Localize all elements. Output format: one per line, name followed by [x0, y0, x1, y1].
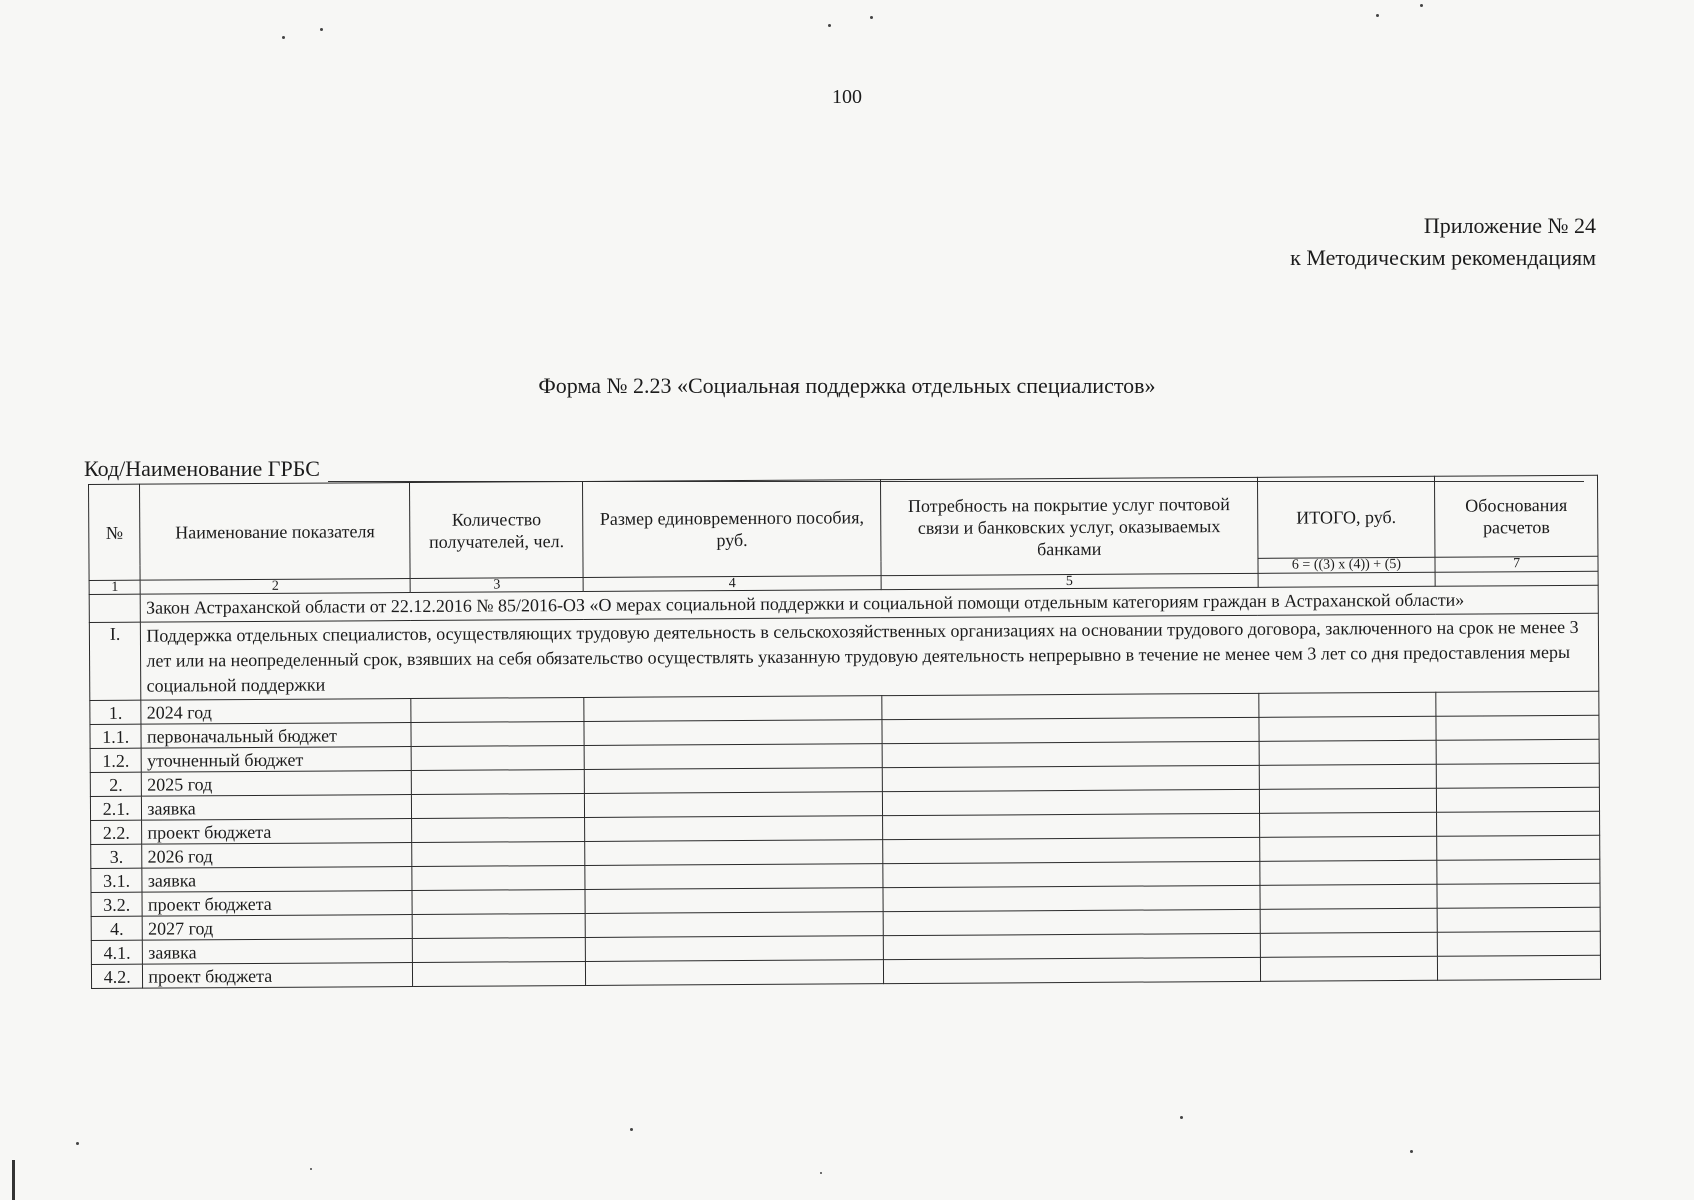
scan-speck — [1376, 14, 1379, 17]
form-table-container — [88, 475, 1601, 989]
appendix-line-1: Приложение № 24 — [1423, 213, 1596, 238]
appendix-line-2: к Методическим рекомендациям — [1290, 245, 1596, 270]
cell-allowance[interactable] — [585, 816, 883, 842]
cell-services[interactable] — [883, 933, 1260, 959]
cell-allowance[interactable] — [585, 768, 883, 794]
cell-services[interactable] — [882, 693, 1259, 719]
cell-services[interactable] — [883, 885, 1260, 911]
scan-speck — [1420, 4, 1423, 7]
section-no: I. — [89, 622, 141, 700]
cell-recipients[interactable] — [411, 793, 585, 818]
row-name: заявка — [142, 867, 412, 893]
cell-total[interactable] — [1260, 884, 1438, 909]
cell-recipients[interactable] — [412, 889, 586, 914]
cell-allowance[interactable] — [586, 960, 884, 986]
scan-speck — [828, 24, 831, 27]
cell-grounds[interactable] — [1437, 835, 1600, 860]
scan-speck — [1180, 1116, 1183, 1119]
cell-grounds[interactable] — [1436, 691, 1599, 716]
cell-recipients[interactable] — [412, 913, 586, 938]
row-name: проект бюджета — [142, 891, 412, 917]
cell-recipients[interactable] — [411, 769, 585, 794]
cell-recipients[interactable] — [412, 961, 586, 986]
row-no: 4. — [91, 916, 143, 940]
cell-allowance[interactable] — [585, 864, 883, 890]
cell-services[interactable] — [882, 765, 1259, 791]
column-number: 1 — [89, 580, 140, 594]
row-no: 2.1. — [90, 796, 142, 820]
cell-grounds[interactable] — [1436, 715, 1599, 740]
row-no: 4.1. — [91, 940, 143, 964]
row-no: 2. — [90, 772, 142, 796]
row-name: проект бюджета — [142, 819, 412, 845]
header-no: № — [89, 484, 141, 580]
total-formula: 6 = ((3) x (4)) + (5) — [1258, 557, 1436, 573]
cell-total[interactable] — [1258, 692, 1436, 717]
row-no: 3. — [91, 844, 143, 868]
scan-speck — [870, 16, 873, 19]
cell-services[interactable] — [882, 813, 1259, 839]
cell-recipients[interactable] — [412, 937, 586, 962]
cell-grounds[interactable] — [1437, 811, 1600, 836]
cell-allowance[interactable] — [585, 792, 883, 818]
header-grounds: Обоснования расчетов — [1435, 475, 1598, 557]
cell-allowance[interactable] — [585, 744, 883, 770]
row-name: заявка — [142, 795, 412, 821]
scan-speck — [310, 1168, 312, 1170]
cell-total[interactable] — [1259, 716, 1437, 741]
appendix-reference — [1290, 210, 1596, 274]
form-title: Форма № 2.23 «Социальная поддержка отдельных специалистов» — [538, 373, 1156, 398]
scan-speck — [282, 36, 285, 39]
row-no: 4.2. — [91, 964, 143, 988]
cell-total[interactable] — [1259, 764, 1437, 789]
scan-speck — [76, 1142, 79, 1145]
column-number-empty — [1258, 572, 1436, 587]
cell-recipients[interactable] — [411, 721, 585, 746]
cell-grounds[interactable] — [1437, 787, 1600, 812]
scan-speck — [1410, 1150, 1413, 1153]
row-name: уточненный бюджет — [141, 747, 411, 773]
cell-total[interactable] — [1260, 932, 1438, 957]
cell-services[interactable] — [883, 837, 1260, 863]
row-name: 2026 год — [142, 843, 412, 869]
row-no: 1.1. — [90, 724, 142, 748]
column-number-empty — [1435, 571, 1598, 586]
cell-allowance[interactable] — [585, 840, 883, 866]
cell-total[interactable] — [1259, 740, 1437, 765]
section-text: Поддержка отдельных специалистов, осуществляющих трудовую деятельность в сельскохозяйственных организациях на основании трудового договора, заключенного на срок не менее 3 лет или на неопределенный срок, взявших на себя обязательство осуществлять указанную трудовую деятельность непрерывно в течение не менее чем 3 лет со дня предоставления меры социальной поддержки — [141, 613, 1599, 700]
scan-speck — [820, 1172, 822, 1174]
cell-total[interactable] — [1260, 908, 1438, 933]
header-allowance: Размер единовременного пособия, руб. — [583, 480, 881, 578]
row-name: 2024 год — [141, 699, 411, 725]
grbs-label: Код/Наименование ГРБС — [84, 456, 320, 481]
cell-allowance[interactable] — [584, 696, 882, 722]
cell-grounds[interactable] — [1437, 883, 1600, 908]
law-text: Закон Астраханской области от 22.12.2016 № 85/2016-ОЗ «О мерах социальной поддержки и социальной помощи отдельным категориям граждан в Астраханской области» — [141, 585, 1599, 622]
header-indicator: Наименование показателя — [140, 483, 410, 581]
cell-recipients[interactable] — [412, 841, 586, 866]
cell-services[interactable] — [882, 717, 1259, 743]
column-number: 4 — [583, 576, 881, 592]
cell-total[interactable] — [1259, 812, 1437, 837]
scan-speck — [630, 1128, 633, 1131]
cell-grounds[interactable] — [1437, 859, 1600, 884]
row-no: 3.1. — [91, 868, 143, 892]
page-number: 100 — [832, 86, 862, 108]
cell-allowance[interactable] — [585, 888, 883, 914]
scan-margin-mark — [12, 1160, 15, 1200]
cell-total[interactable] — [1259, 788, 1437, 813]
row-no: 3.2. — [91, 892, 143, 916]
row-name: первоначальный бюджет — [141, 723, 411, 749]
cell-services[interactable] — [882, 789, 1259, 815]
cell-recipients[interactable] — [412, 865, 586, 890]
cell-allowance[interactable] — [586, 936, 884, 962]
row-name: 2025 год — [142, 771, 412, 797]
cell-recipients[interactable] — [412, 817, 586, 842]
row-name: проект бюджета — [143, 963, 413, 989]
row-name: 2027 год — [143, 915, 413, 941]
cell-grounds[interactable] — [1436, 739, 1599, 764]
header-total: ИТОГО, руб. — [1257, 476, 1435, 558]
row-name: заявка — [143, 939, 413, 965]
cell-total[interactable] — [1260, 956, 1438, 981]
column-number: 2 — [140, 579, 410, 595]
cell-services[interactable] — [883, 957, 1260, 983]
row-no: 1.2. — [90, 748, 142, 772]
cell-allowance[interactable] — [586, 912, 884, 938]
form-table — [88, 475, 1601, 989]
cell-grounds[interactable] — [1438, 955, 1601, 980]
cell-recipients[interactable] — [411, 697, 585, 722]
scan-speck — [320, 28, 323, 31]
cell-grounds[interactable] — [1437, 763, 1600, 788]
column-number: 3 — [410, 577, 583, 592]
header-recipients: Количество получателей, чел. — [410, 481, 584, 578]
grounds-col-number: 7 — [1435, 556, 1598, 572]
cell-grounds[interactable] — [1438, 931, 1601, 956]
law-row-no — [89, 594, 141, 622]
cell-total[interactable] — [1259, 836, 1437, 861]
cell-grounds[interactable] — [1437, 907, 1600, 932]
header-services: Потребность на покрытие услуг почтовой связи и банковских услуг, оказываемых банками — [880, 477, 1257, 575]
cell-services[interactable] — [882, 741, 1259, 767]
cell-services[interactable] — [883, 909, 1260, 935]
cell-total[interactable] — [1259, 860, 1437, 885]
row-no: 1. — [90, 700, 142, 724]
cell-allowance[interactable] — [584, 720, 882, 746]
cell-recipients[interactable] — [411, 745, 585, 770]
section-row — [89, 613, 1598, 700]
column-number: 5 — [881, 573, 1258, 589]
row-no: 2.2. — [91, 820, 143, 844]
cell-services[interactable] — [883, 861, 1260, 887]
